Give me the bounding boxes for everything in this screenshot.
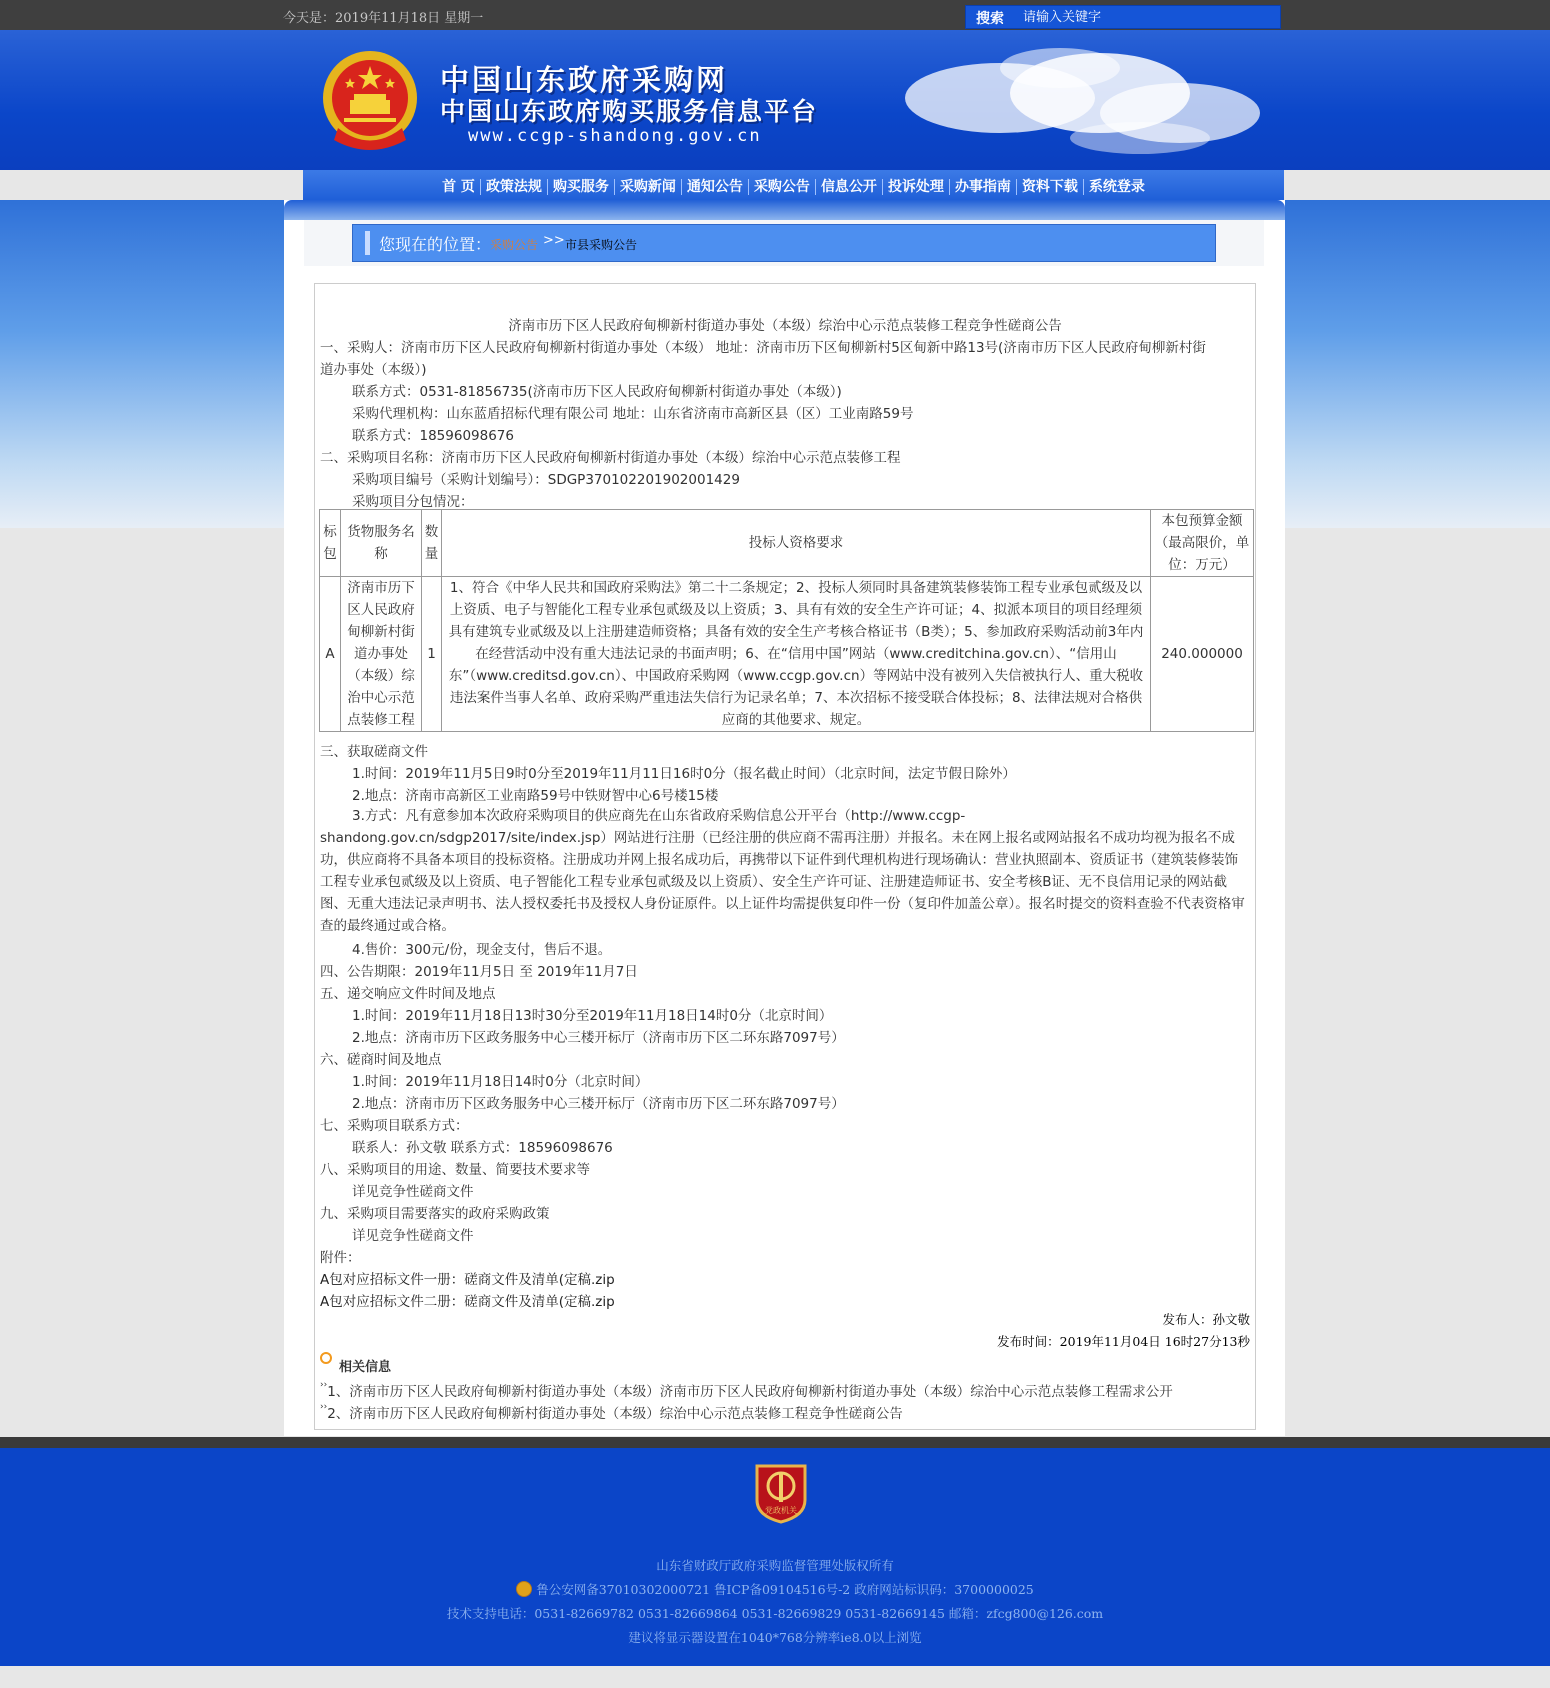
- footer-icp: [0, 1580, 1550, 1598]
- section-9-title: 九、采购项目需要落实的政府采购政策: [320, 1206, 550, 1222]
- breadcrumb-link-announcements[interactable]: 采购公告: [490, 238, 539, 252]
- attachment-link-1[interactable]: A包对应招标文件一册：磋商文件及清单(定稿.zip: [320, 1272, 615, 1288]
- table-row: [320, 577, 1254, 732]
- search-button[interactable]: 搜索: [976, 11, 1004, 27]
- article-title: 济南市历下区人民政府甸柳新村街道办事处（本级）综治中心示范点装修工程竞争性磋商公告: [508, 318, 1062, 334]
- related-item[interactable]: [320, 1380, 1173, 1400]
- table-header: 标包: [320, 510, 341, 577]
- package-table: [319, 509, 1254, 732]
- section-9-body: 详见竞争性磋商文件: [352, 1228, 474, 1244]
- agency-contact: 联系方式：18596098676: [352, 428, 514, 444]
- project-name: 二、采购项目名称：济南市历下区人民政府甸柳新村街道办事处（本级）综治中心示范点装修工程: [320, 450, 901, 466]
- police-badge-icon[interactable]: [516, 1581, 532, 1597]
- breadcrumb-marker: [365, 231, 370, 255]
- related-item-label: 2、济南市历下区人民政府甸柳新村街道办事处（本级）综治中心示范点装修工程竞争性磋商公告: [327, 1406, 903, 1422]
- table-header: 投标人资格要求: [442, 510, 1151, 577]
- announcement-period: 四、公告期限：2019年11月5日 至 2019年11月7日: [320, 964, 638, 980]
- table-header: 本包预算金额（最高限价，单位：万元）: [1151, 510, 1254, 577]
- nav-purchase-services[interactable]: 购买服务: [547, 179, 614, 195]
- section-1-line-1: 一、采购人：济南市历下区人民政府甸柳新村街道办事处（本级） 地址：济南市历下区甸柳新村5区甸新中路13号(济南市历下区人民政府甸柳新村街: [320, 340, 1206, 356]
- package-info-label: 采购项目分包情况：: [352, 494, 474, 510]
- nav-info-disclosure[interactable]: 信息公开: [815, 179, 882, 195]
- package-qty: 1: [422, 577, 442, 732]
- footer-support: 技术支持电话：0531-82669782 0531-82669864 0531-82669829 0531-82669145 邮箱：zfcg800@126.com: [446, 1606, 1104, 1621]
- clouds-decoration: [880, 38, 1270, 163]
- search-box: [965, 5, 1281, 29]
- today-date: 今天是：2019年11月18日 星期一: [283, 11, 484, 26]
- publish-time: 发布时间：2019年11月04日 16时27分13秒: [997, 1334, 1250, 1349]
- section-3-title: 三、获取磋商文件: [320, 744, 428, 760]
- nav-guide[interactable]: 办事指南: [949, 179, 1016, 195]
- main-nav: [303, 170, 1284, 200]
- negotiation-time: 1.时间：2019年11月18日14时0分（北京时间）: [352, 1074, 649, 1090]
- top-bar: [0, 0, 1550, 30]
- nav-login[interactable]: 系统登录: [1083, 179, 1150, 195]
- nav-news[interactable]: 采购新闻: [614, 179, 681, 195]
- footer-copyright: 山东省财政厅政府采购监督管理处版权所有: [656, 1558, 894, 1573]
- breadcrumb-prefix: 您现在的位置：: [379, 235, 492, 254]
- party-government-badge-icon[interactable]: [753, 1460, 809, 1524]
- buyer-contact: 联系方式：0531-81856735(济南市历下区人民政府甸柳新村街道办事处（本级）): [352, 384, 842, 400]
- package-id: A: [320, 577, 341, 732]
- attachments-label: 附件：: [320, 1250, 361, 1266]
- search-input[interactable]: [1021, 7, 1275, 28]
- section-8-title: 八、采购项目的用途、数量、简要技术要求等: [320, 1162, 590, 1178]
- table-header: 货物服务名称: [341, 510, 422, 577]
- breadcrumb-separator: >>: [543, 233, 565, 248]
- package-requirements: 1、符合《中华人民共和国政府采购法》第二十二条规定；2、投标人须同时具备建筑装修装饰工程专业承包贰级及以上资质、电子与智能化工程专业承包贰级及以上资质；3、具有有效的安全生产许可证；4、拟派本项目的项目经理须具有建筑专业贰级及以上注册建造师资格；具备有效的安全生产考核合格证书（B类）；5、参加政府采购活动前3年内在经营活动中没有重大违法记录的书面声明；6、在“信用中国”网站（www.creditchina.gov.cn）、“信用山东”（www.creditsd.gov.cn）、中国政府采购网（www.ccgp.gov.cn）等网站中没有被列入失信被执行人、重大税收违法案件当事人名单、政府采购严重违法失信行为记录名单；7、本次招标不接受联合体投标；8、法律法规对合格供应商的其他要求、规定。: [442, 577, 1151, 732]
- table-header-row: [320, 510, 1254, 577]
- publisher: 发布人：孙文敬: [1162, 1312, 1250, 1327]
- wrapper-top-border: [284, 200, 1285, 220]
- agency-info: 采购代理机构：山东蓝盾招标代理有限公司 地址：山东省济南市高新区县（区）工业南路59号: [352, 406, 914, 422]
- badge-text: 党政机关: [765, 1506, 797, 1515]
- section-5-title: 五、递交响应文件时间及地点: [320, 986, 496, 1002]
- nav-policies[interactable]: 政策法规: [480, 179, 547, 195]
- site-subtitle: 中国山东政府购买服务信息平台: [440, 97, 819, 126]
- nav-complaints[interactable]: 投诉处理: [882, 179, 949, 195]
- submission-time: 1.时间：2019年11月18日13时30分至2019年11月18日14时0分（北京时间）: [352, 1008, 833, 1024]
- nav-procurement-announcements[interactable]: 采购公告: [748, 179, 815, 195]
- quote-icon: ››: [320, 1402, 328, 1412]
- site-footer: [0, 1448, 1550, 1666]
- negotiation-place: 2.地点：济南市历下区政务服务中心三楼开标厅（济南市历下区二环东路7097号）: [352, 1096, 845, 1112]
- section-7-title: 七、采购项目联系方式：: [320, 1118, 469, 1134]
- bottom-strip: [0, 1666, 1550, 1688]
- nav-downloads[interactable]: 资料下载: [1016, 179, 1083, 195]
- contact-person: 联系人：孙文敬 联系方式：18596098676: [352, 1140, 613, 1156]
- doc-price: 4.售价：300元/份，现金支付，售后不退。: [352, 942, 612, 958]
- section-8-body: 详见竞争性磋商文件: [352, 1184, 474, 1200]
- footer-top-border: [0, 1437, 1550, 1448]
- circle-bullet-icon: [320, 1352, 332, 1364]
- site-header: [0, 30, 1550, 170]
- package-budget: 240.000000: [1151, 577, 1254, 732]
- package-name: 济南市历下区人民政府甸柳新村街道办事处（本级）综治中心示范点装修工程: [341, 577, 422, 732]
- related-info-title: 相关信息: [339, 1360, 392, 1375]
- section-6-title: 六、磋商时间及地点: [320, 1052, 442, 1068]
- project-number: 采购项目编号（采购计划编号）：SDGP370102201902001429: [352, 472, 740, 488]
- quote-icon: ››: [320, 1380, 328, 1390]
- national-emblem-icon: [320, 48, 420, 154]
- site-url: www.ccgp-shandong.gov.cn: [468, 126, 762, 146]
- breadcrumb: [352, 224, 1216, 262]
- footer-icp-text[interactable]: 鲁公安网备37010302000721 鲁ICP备09104516号-2 政府网站标识码：3700000025: [536, 1582, 1034, 1597]
- submission-place: 2.地点：济南市历下区政务服务中心三楼开标厅（济南市历下区二环东路7097号）: [352, 1030, 845, 1046]
- article-content: [314, 283, 1256, 1430]
- section-1-line-2: 道办事处（本级）): [320, 362, 427, 378]
- footer-browser-tip: 建议将显示器设置在1040*768分辨率ie8.0以上浏览: [628, 1630, 922, 1645]
- doc-method: 3.方式：凡有意参加本次政府采购项目的供应商先在山东省政府采购信息公开平台（http://www.ccgp-shandong.gov.cn/sdgp2017/site/index.jsp）网站进行注册（已经注册的供应商不需再注册）并报名。未在网上报名或网站报名不成功均视为报名不成功，供应商将不具备本项目的投标资格。注册成功并网上报名成功后，再携带以下证件到代理机构进行现场确认：营业执照副本、资质证书（建筑装修装饰工程专业承包贰级及以上资质、电子智能化工程专业承包贰级及以上资质）、安全生产许可证、注册建造师证书、安全考核B证、无不良信用记录的网站截图、无重大违法记录声明书、法人授权委托书及授权人身份证原件。以上证件均需提供复印件一份（复印件加盖公章）。报名时提交的资料查验不代表资格审查的最终通过或合格。: [320, 808, 1245, 934]
- nav-home[interactable]: 首 页: [442, 179, 475, 195]
- breadcrumb-current: 市县采购公告: [565, 238, 638, 252]
- table-header: 数量: [422, 510, 442, 577]
- related-item[interactable]: [320, 1402, 903, 1422]
- nav-notices[interactable]: 通知公告: [681, 179, 748, 195]
- doc-time: 1.时间：2019年11月5日9时0分至2019年11月11日16时0分（报名截止时间）（北京时间，法定节假日除外）: [352, 766, 1016, 782]
- attachment-link-2[interactable]: A包对应招标文件二册：磋商文件及清单(定稿.zip: [320, 1294, 615, 1310]
- site-title: 中国山东政府采购网: [440, 63, 729, 97]
- doc-place: 2.地点：济南市高新区工业南路59号中铁财智中心6号楼15楼: [352, 788, 719, 804]
- related-item-label: 1、济南市历下区人民政府甸柳新村街道办事处（本级）济南市历下区人民政府甸柳新村街道办事处（本级）综治中心示范点装修工程需求公开: [327, 1384, 1173, 1400]
